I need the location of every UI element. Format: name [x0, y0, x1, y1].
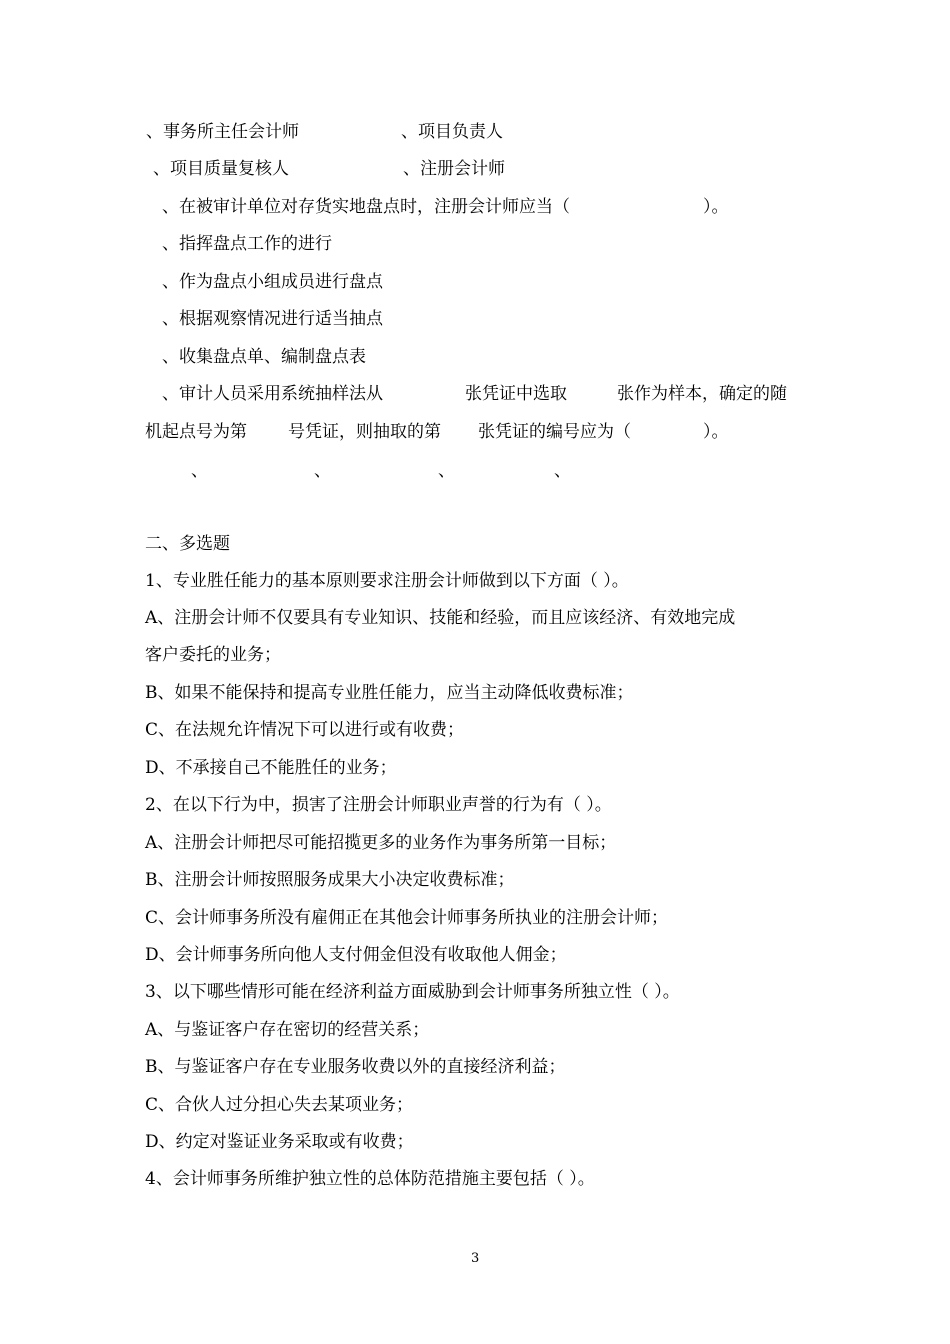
option-text: B、注册会计师按照服务成果大小决定收费标准； — [145, 870, 515, 890]
question-stem: 号凭证，则抽取的第 — [288, 422, 441, 442]
question-stem: 、审计人员采用系统抽样法从 — [162, 384, 383, 404]
question-stem: 1、专业胜任能力的基本原则要求注册会计师做到以下方面（ ）。 — [145, 571, 629, 591]
option-mark: 、 — [314, 461, 331, 481]
option-text: 、指挥盘点工作的进行 — [162, 234, 332, 254]
option-text: 、收集盘点单、编制盘点表 — [162, 347, 366, 367]
section-heading: 二、多选题 — [145, 534, 230, 554]
option-text: A、与鉴证客户存在密切的经营关系； — [145, 1020, 430, 1040]
question-stem: 、在被审计单位对存货实地盘点时，注册会计师应当（ — [162, 197, 570, 217]
option-mark: 、 — [191, 461, 208, 481]
option-text: D、约定对鉴证业务采取或有收费； — [145, 1132, 414, 1152]
question-stem: 2、在以下行为中，损害了注册会计师职业声誉的行为有（ ）。 — [145, 795, 612, 815]
option-text-continued: 客户委托的业务； — [145, 645, 281, 665]
question-stem-end: ）。 — [703, 197, 729, 217]
option-text: D、会计师事务所向他人支付佣金但没有收取他人佣金； — [145, 945, 567, 965]
option-text: 、根据观察情况进行适当抽点 — [162, 309, 383, 329]
option-text: C、在法规允许情况下可以进行或有收费； — [145, 720, 465, 740]
question-stem: 张凭证的编号应为（ — [478, 422, 631, 442]
question-stem: 张作为样本，确定的随 — [617, 384, 787, 404]
option-text: A、注册会计师不仅要具有专业知识、技能和经验，而且应该经济、有效地完成 — [145, 608, 736, 628]
option-text: C、会计师事务所没有雇佣正在其他会计师事务所执业的注册会计师； — [145, 908, 669, 928]
question-stem: 机起点号为第 — [145, 422, 247, 442]
question-stem: 3、以下哪些情形可能在经济利益方面威胁到会计师事务所独立性（ ）。 — [145, 982, 680, 1002]
option-mark: 、 — [554, 461, 571, 481]
option-text: B、如果不能保持和提高专业胜任能力，应当主动降低收费标准； — [145, 683, 634, 703]
option-text: 、项目负责人 — [401, 122, 503, 142]
option-text: B、与鉴证客户存在专业服务收费以外的直接经济利益； — [145, 1057, 566, 1077]
question-stem-end: ）。 — [703, 422, 729, 442]
option-text: 、事务所主任会计师 — [146, 122, 299, 142]
page-number: 3 — [471, 1251, 480, 1266]
option-mark: 、 — [438, 461, 455, 481]
question-stem: 4、会计师事务所维护独立性的总体防范措施主要包括（ ）。 — [145, 1169, 595, 1189]
option-text: 、注册会计师 — [403, 159, 505, 179]
question-stem: 张凭证中选取 — [465, 384, 567, 404]
option-text: 、项目质量复核人 — [153, 159, 289, 179]
option-text: 、作为盘点小组成员进行盘点 — [162, 272, 383, 292]
option-text: C、合伙人过分担心失去某项业务； — [145, 1095, 414, 1115]
option-text: D、不承接自己不能胜任的业务； — [145, 758, 397, 778]
option-text: A、注册会计师把尽可能招揽更多的业务作为事务所第一目标； — [145, 833, 617, 853]
